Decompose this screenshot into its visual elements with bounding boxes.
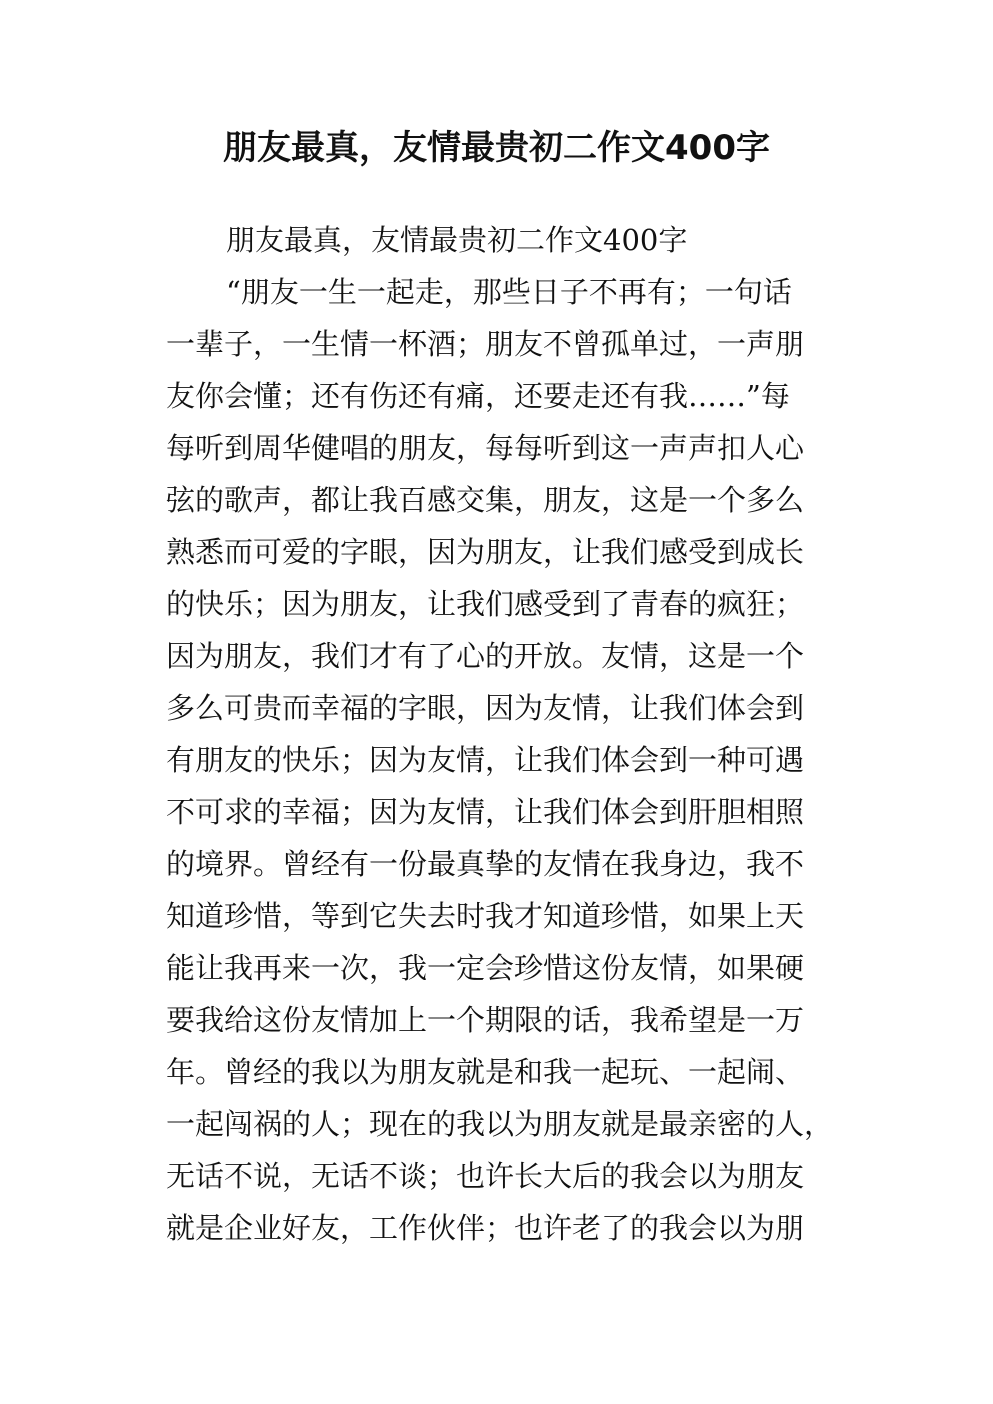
body-line: 多么可贵而幸福的字眼，因为友情，让我们体会到 (166, 691, 805, 725)
document-body (166, 214, 838, 1254)
body-line: 一辈子，一生情一杯酒；朋友不曾孤单过，一声朋 (166, 327, 805, 361)
body-line: 的境界。曾经有一份最真挚的友情在我身边，我不 (166, 847, 805, 881)
body-line: 能让我再来一次，我一定会珍惜这份友情，如果硬 (166, 951, 805, 985)
body-line: 弦的歌声，都让我百感交集，朋友，这是一个多么 (166, 483, 805, 517)
body-line: 知道珍惜，等到它失去时我才知道珍惜，如果上天 (166, 899, 805, 933)
body-line: 有朋友的快乐；因为友情，让我们体会到一种可遇 (166, 743, 805, 777)
body-line: 因为朋友，我们才有了心的开放。友情，这是一个 (166, 639, 805, 673)
body-line: 就是企业好友，工作伙伴；也许老了的我会以为朋 (166, 1211, 805, 1245)
body-line: 每听到周华健唱的朋友，每每听到这一声声扣人心 (166, 431, 805, 465)
body-line: 友你会懂；还有伤还有痛，还要走还有我……”每 (166, 379, 790, 413)
body-line: “朋友一生一起走，那些日子不再有；一句话 (226, 275, 792, 309)
body-line: 的快乐；因为朋友，让我们感受到了青春的疯狂； (166, 587, 805, 621)
body-line: 要我给这份友情加上一个期限的话，我希望是一万 (166, 1003, 805, 1037)
body-line: 一起闯祸的人；现在的我以为朋友就是最亲密的人， (166, 1107, 834, 1141)
body-line: 不可求的幸福；因为友情，让我们体会到肝胆相照 (166, 795, 805, 829)
document-title: 朋友最真，友情最贵初二作文400字 (223, 128, 770, 168)
body-line: 朋友最真，友情最贵初二作文400字 (226, 223, 688, 257)
body-line: 年。曾经的我以为朋友就是和我一起玩、一起闹、 (166, 1055, 805, 1089)
body-line: 熟悉而可爱的字眼，因为朋友，让我们感受到成长 (166, 535, 805, 569)
body-line: 无话不说，无话不谈；也许长大后的我会以为朋友 (166, 1159, 805, 1193)
